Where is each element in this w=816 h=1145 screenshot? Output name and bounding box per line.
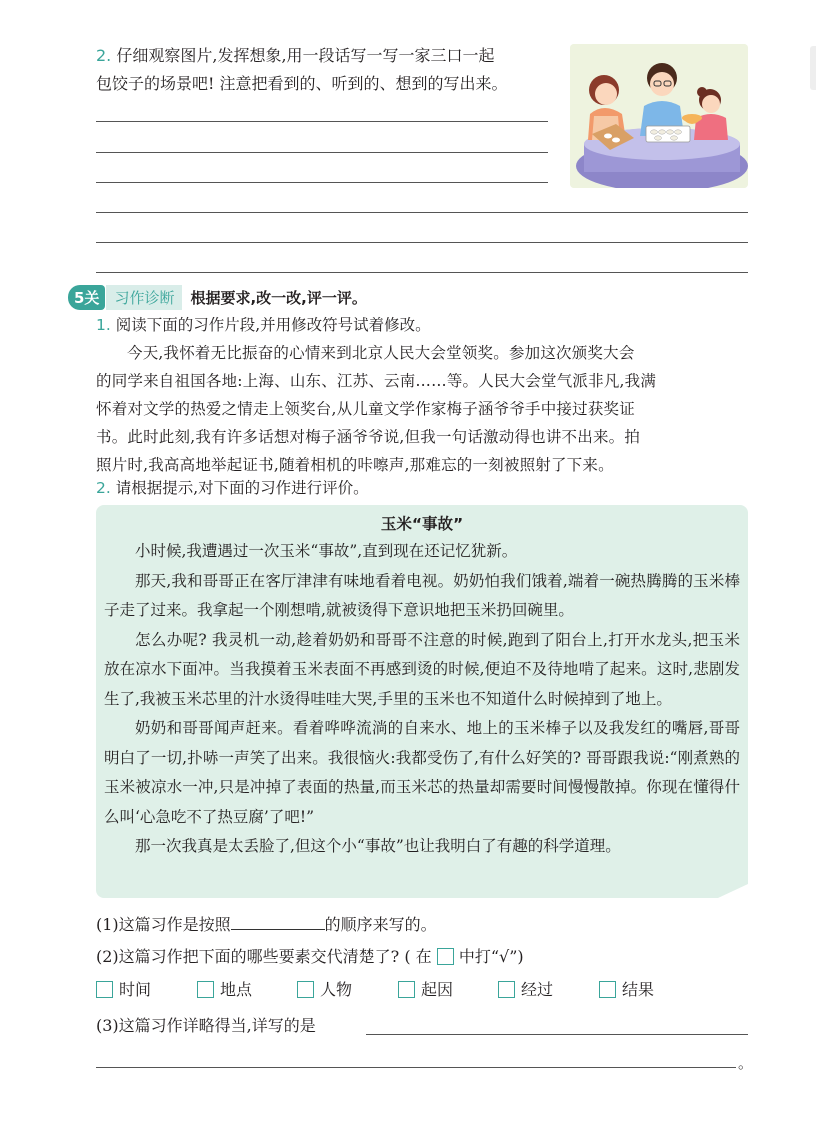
writing-line-3[interactable] xyxy=(96,182,548,183)
question-3-end-mark: 。 xyxy=(738,1054,754,1072)
checkbox-icon[interactable] xyxy=(599,981,616,998)
checkbox-icon[interactable] xyxy=(96,981,113,998)
writing-line-5[interactable] xyxy=(96,242,748,243)
question-3 xyxy=(96,1012,316,1040)
story-title: 玉米“事故” xyxy=(380,515,464,533)
story-paragraph: 小时候,我遭遇过一次玉米“事故”,直到现在还记忆犹新。 xyxy=(135,542,518,560)
task2-number: 2. xyxy=(96,479,111,497)
task1-label: 阅读下面的习作片段,并用修改符号试着修改。 xyxy=(115,316,431,334)
story-paragraph: 那一次我真是太丢脸了,但这个小“事故”也让我明白了有趣的科学道理。 xyxy=(135,837,621,855)
writing-line-6[interactable] xyxy=(96,272,748,273)
story-paragraph: 那天,我和哥哥正在客厅津津有味地看着电视。奶奶怕我们饿着,端着一碗热腾腾的玉米棒子走了过来。我拿起一个刚想啃,就被烫得下意识地把玉米扔回碗里。 xyxy=(104,571,740,619)
option-label: 时间 xyxy=(119,980,152,999)
option-cause[interactable] xyxy=(398,977,453,1003)
task2-label: 请根据提示,对下面的习作进行评价。 xyxy=(115,479,369,497)
question-2-prefix: (2)这篇习作把下面的哪些要素交代清楚了? ( 在 xyxy=(96,947,432,966)
section5-instruction: 根据要求,改一改,评一评。 xyxy=(190,288,367,307)
writing-line-2[interactable] xyxy=(96,152,548,153)
story-paragraph: 怎么办呢? 我灵机一动,趁着奶奶和哥哥不注意的时候,跑到了阳台上,打开水龙头,把玉米放在凉水下面冲。当我摸着玉米表面不再感到烫的时候,便迫不及待地啃了起来。这时,悲剧发生了,我被玉米芯里的汁水烫得哇哇大哭,手里的玉米也不知道什么时候掉到了地上。 xyxy=(104,630,740,708)
task1-passage-line: 今天,我怀着无比振奋的心情来到北京人民大会堂领奖。参加这次颁奖大会 xyxy=(127,344,635,362)
option-time[interactable] xyxy=(96,977,151,1003)
section5-header xyxy=(68,284,367,310)
section5-title: 习作诊断 xyxy=(106,285,182,310)
task1-passage-line: 照片时,我高高地举起证书,随着相机的咔嚓声,那难忘的一刻被照射了下来。 xyxy=(96,456,614,474)
task1-passage-line: 书。此时此刻,我有许多话想对梅子涵爷爷说,但我一句话激动得也讲不出来。拍 xyxy=(96,428,641,446)
option-label: 地点 xyxy=(220,980,253,999)
q2-number: 2. xyxy=(96,46,112,65)
task2-label-line xyxy=(96,474,369,502)
checkbox-icon[interactable] xyxy=(297,981,314,998)
example-checkbox-icon xyxy=(437,948,454,965)
task1-passage xyxy=(96,339,748,479)
q2-line2: 包饺子的场景吧! 注意把看到的、听到的、想到的写出来。 xyxy=(96,74,508,93)
question-3-answer-line-2[interactable] xyxy=(96,1067,736,1068)
option-label: 经过 xyxy=(521,980,554,999)
checkbox-icon[interactable] xyxy=(398,981,415,998)
question-1 xyxy=(96,911,437,939)
option-characters[interactable] xyxy=(297,977,352,1003)
family-dumplings-illustration xyxy=(570,44,748,188)
section5-badge: 5关 xyxy=(68,285,105,310)
question-3-label: (3)这篇习作详略得当,详写的是 xyxy=(96,1016,316,1035)
checkbox-icon[interactable] xyxy=(498,981,515,998)
question-1-answer-blank[interactable] xyxy=(231,911,325,930)
option-label: 人物 xyxy=(320,980,353,999)
page-edge-tab xyxy=(810,46,816,90)
q2-line1-text: 仔细观察图片,发挥想象,用一段话写一写一家三口一起 xyxy=(116,46,495,65)
option-process[interactable] xyxy=(498,977,553,1003)
option-place[interactable] xyxy=(197,977,252,1003)
question-1-prefix: (1)这篇习作是按照 xyxy=(96,915,231,934)
question-3-answer-line-1[interactable] xyxy=(366,1034,748,1035)
task1-label-line xyxy=(96,311,431,339)
task1-passage-line: 的同学来自祖国各地:上海、山东、江苏、云南……等。人民大会堂气派非凡,我满 xyxy=(96,372,657,390)
story-box xyxy=(96,505,748,898)
story-body xyxy=(96,537,748,862)
task1-number: 1. xyxy=(96,316,111,334)
option-result[interactable] xyxy=(599,977,654,1003)
checkbox-icon[interactable] xyxy=(197,981,214,998)
option-label: 起因 xyxy=(421,980,454,999)
writing-line-4[interactable] xyxy=(96,212,748,213)
question-2-suffix: 中打“√”) xyxy=(458,947,524,966)
story-paragraph: 奶奶和哥哥闻声赶来。看着哗哗流淌的自来水、地上的玉米棒子以及我发红的嘴唇,哥哥明白了一切,扑哧一声笑了出来。我很恼火:我都受伤了,有什么好笑的? 哥哥跟我说:“刚煮熟的玉米被凉水一冲,只是冲掉了表面的热量,而玉米芯的热量却需要时间慢慢散掉。你现在懂得什么叫‘心急吃不了热豆腐’了吧!” xyxy=(104,719,740,826)
question-2 xyxy=(96,943,524,971)
q2-line1 xyxy=(96,42,495,70)
writing-line-1[interactable] xyxy=(96,121,548,122)
option-label: 结果 xyxy=(622,980,655,999)
question-1-suffix: 的顺序来写的。 xyxy=(324,915,437,934)
task1-passage-line: 怀着对文学的热爱之情走上领奖台,从儿童文学作家梅子涵爷爷手中接过获奖证 xyxy=(96,400,635,418)
page-fold-corner xyxy=(718,884,748,898)
